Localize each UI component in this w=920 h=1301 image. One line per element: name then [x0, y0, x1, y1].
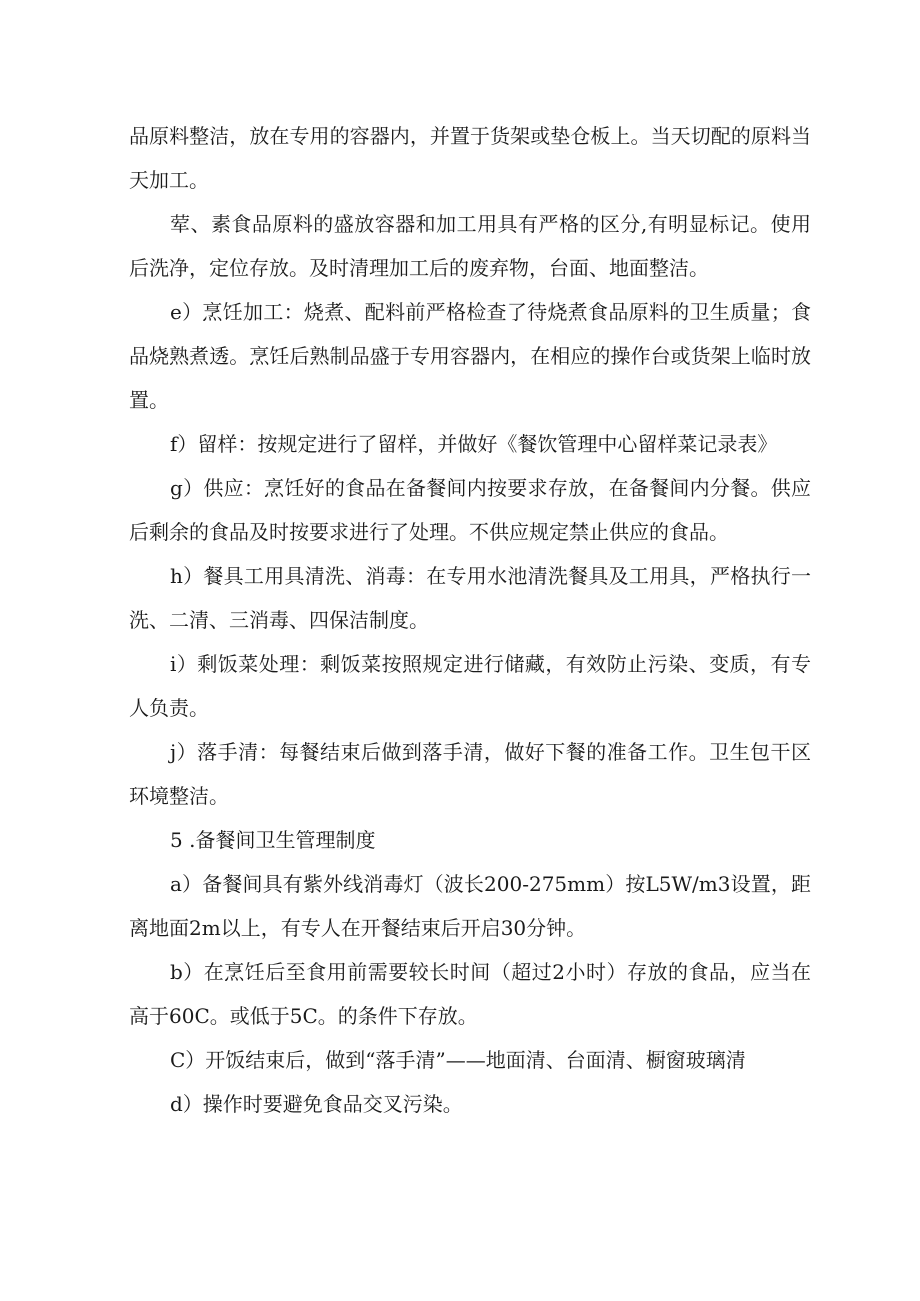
paragraph-3: e）烹饪加工：烧煮、配料前严格检查了待烧煮食品原料的卫生质量；食品烧熟煮透。烹饪后熟制品盛于专用容器内，在相应的操作台或货架上临时放置。 [129, 300, 811, 412]
paragraph-7: i）剩饭菜处理：剩饭菜按照规定进行储藏，有效防止污染、变质，有专人负责。 [129, 652, 811, 720]
paragraph-1: 品原料整洁，放在专用的容器内，并置于货架或垫仓板上。当天切配的原料当天加工。 [129, 124, 811, 192]
paragraph-10: a）备餐间具有紫外线消毒灯（波长200-275mm）按L5W∕m3设置，距离地面2m以上，有专人在开餐结束后开启30分钟。 [129, 872, 811, 940]
paragraph-4: f）留样：按规定进行了留样，并做好《餐饮管理中心留样菜记录表》 [170, 432, 778, 456]
paragraph-8: j）落手清：每餐结束后做到落手清，做好下餐的准备工作。卫生包干区环境整洁。 [129, 740, 811, 808]
paragraph-11: b）在烹饪后至食用前需要较长时间（超过2小时）存放的食品，应当在高于60C。或低于5C。的条件下存放。 [129, 960, 811, 1028]
paragraph-2: 荤、素食品原料的盛放容器和加工用具有严格的区分,有明显标记。使用后洗净，定位存放。及时清理加工后的废弃物，台面、地面整洁。 [129, 212, 811, 280]
paragraph-5: g）供应：烹饪好的食品在备餐间内按要求存放，在备餐间内分餐。供应后剩余的食品及时按要求进行了处理。不供应规定禁止供应的食品。 [129, 476, 811, 544]
paragraph-13: d）操作时要避免食品交叉污染。 [170, 1092, 463, 1116]
document-page [129, 114, 811, 1126]
section-heading: 5 .备餐间卫生管理制度 [170, 828, 376, 852]
paragraph-12: C）开饭结束后，做到“落手清”——地面清、台面清、橱窗玻璃清 [170, 1048, 746, 1072]
paragraph-6: h）餐具工用具清洗、消毒：在专用水池清洗餐具及工用具，严格执行一洗、二清、三消毒、四保洁制度。 [129, 564, 811, 632]
